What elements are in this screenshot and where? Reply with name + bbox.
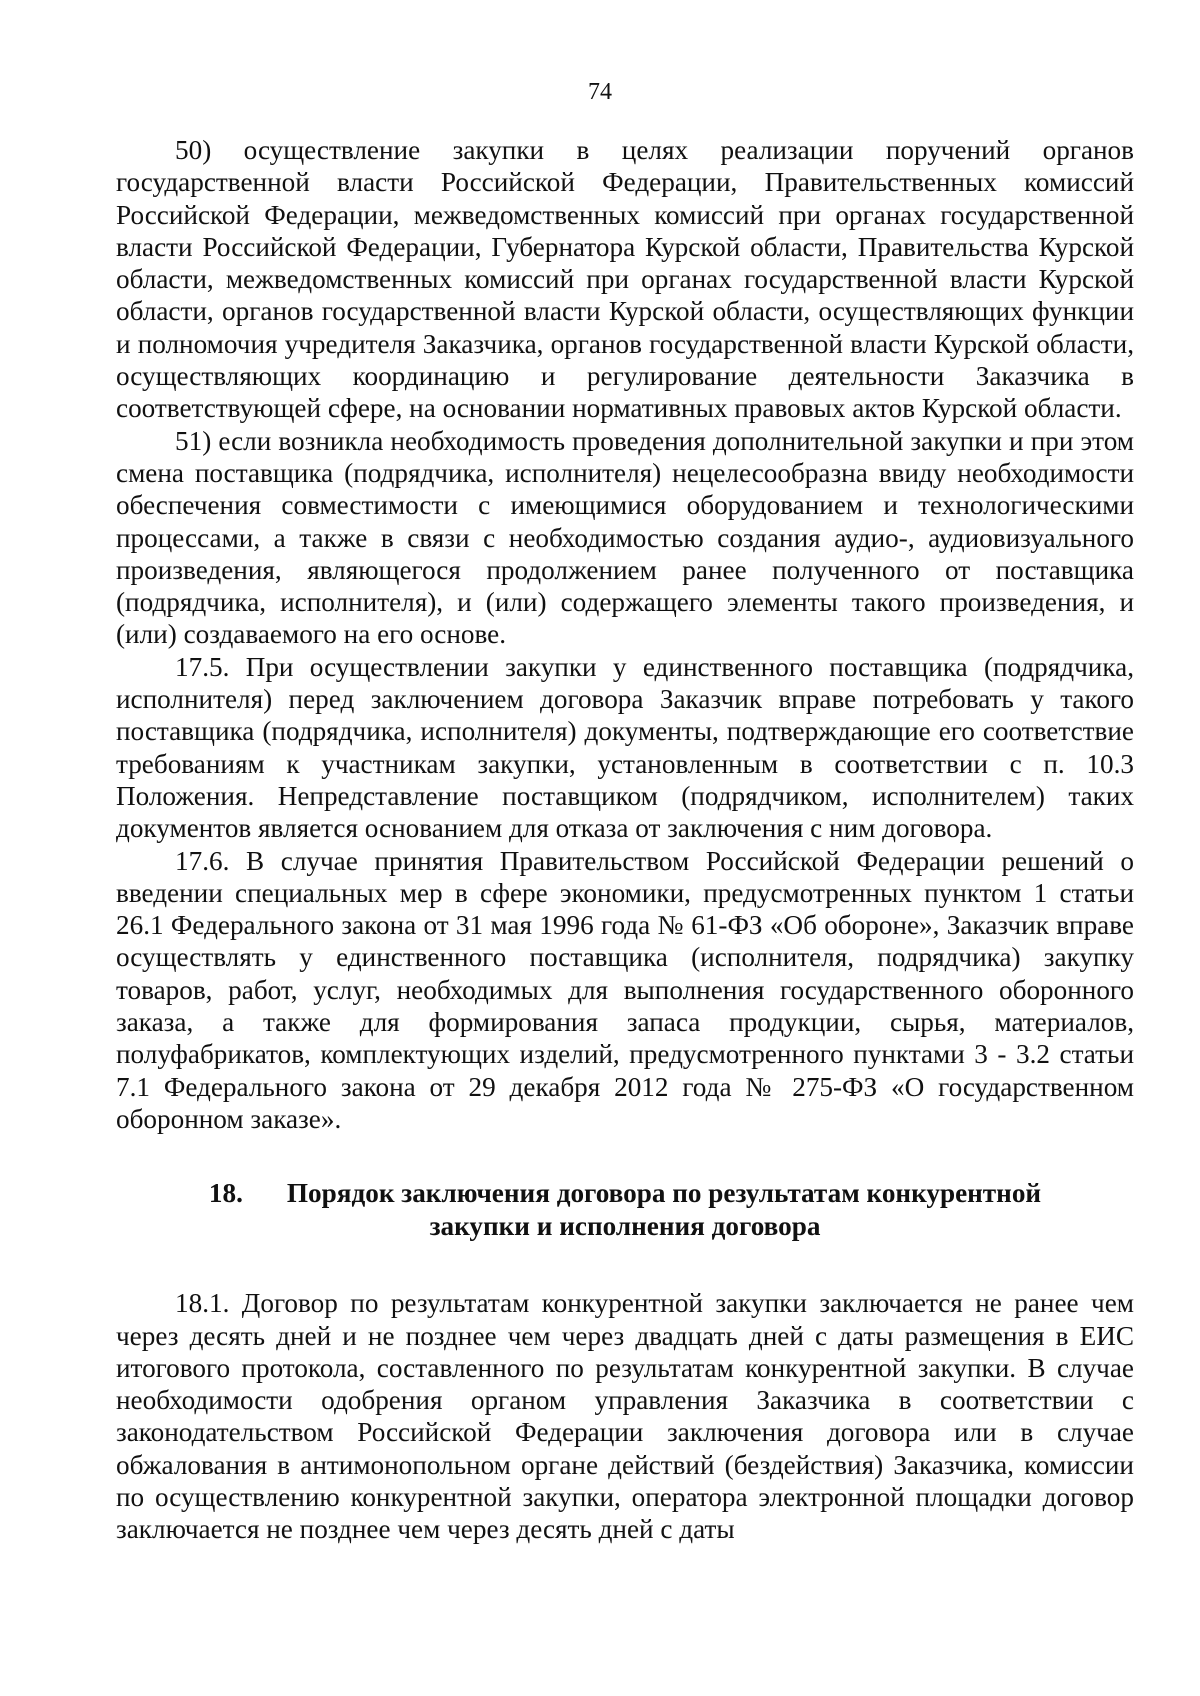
page-number: 74: [588, 79, 612, 105]
paragraph-item-51: 51) если возникла необходимость проведения дополнительной закупки и при этом смена поставщика (подрядчика, исполнителя) нецелесообразна ввиду необходимости обеспечения совместимости с имеющимися оборудованием и технологическими процессами, а также в связи с необходимостью создания аудио-, аудиовизуального произведения, являющегося продолжением ранее полученного от поставщика (подрядчика, исполнителя), и (или) содержащего элементы такого произведения, и (или) создаваемого на его основе.: [116, 425, 1134, 650]
paragraph-18-1: 18.1. Договор по результатам конкурентной закупки заключается не ранее чем через десять дней и не позднее чем через двадцать дней с даты размещения в ЕИС итогового протокола, составленного по результатам конкурентной закупки. В случае необходимости одобрения органом управления Заказчика в соответствии с законодательством Российской Федерации заключения договора или в случае обжалования в антимонопольном органе действий (бездействия) Заказчика, комиссии по осуществлению конкурентной закупки, оператора электронной площадки договор заключается не позднее чем через десять дней с даты: [116, 1288, 1134, 1545]
section-title-part-1: Порядок заключения договора по результатам конкурентной: [286, 1178, 1042, 1209]
page-content: [116, 134, 1134, 1546]
section-number: 18.: [208, 1178, 243, 1209]
paragraph-17-5: 17.5. При осуществлении закупки у единственного поставщика (подрядчика, исполнителя) перед заключением договора Заказчик вправе потребовать у такого поставщика (подрядчика, исполнителя) документы, подтверждающие его соответствие требованиям к участникам закупки, установленным в соответствии с п. 10.3 Положения. Непредставление поставщиком (подрядчиком, исполнителем) таких документов является основанием для отказа от заключения с ним договора.: [116, 651, 1134, 844]
section-heading-line-1: [116, 1177, 1134, 1210]
paragraph-item-50: 50) осуществление закупки в целях реализации поручений органов государственной власти Российской Федерации, Правительственных комиссий Российской Федерации, межведомственных комиссий при органах государственной власти Российской Федерации, Губернатора Курской области, Правительства Курской области, межведомственных комиссий при органах государственной власти Курской области, органов государственной власти Курской области, осуществляющих функции и полномочия учредителя Заказчика, органов государственной власти Курской области, осуществляющих координацию и регулирование деятельности Заказчика в соответствующей сфере, на основании нормативных правовых актов Курской области.: [116, 135, 1134, 424]
paragraph-17-6: 17.6. В случае принятия Правительством Российской Федерации решений о введении специальных мер в сфере экономики, предусмотренных пунктом 1 статьи 26.1 Федерального закона от 31 мая 1996 года № 61-ФЗ «Об обороне», Заказчик вправе осуществлять у единственного поставщика (исполнителя, подрядчика) закупку товаров, работ, услуг, необходимых для выполнения государственного оборонного заказа, а также для формирования запаса продукции, сырья, материалов, полуфабрикатов, комплектующих изделий, предусмотренного пунктами 3 - 3.2 статьи 7.1 Федерального закона от 29 декабря 2012 года № 275-ФЗ «О государственном оборонном заказе».: [116, 845, 1134, 1134]
section-title-part-2: закупки и исполнения договора: [429, 1211, 821, 1242]
section-heading-18: [116, 1177, 1134, 1243]
